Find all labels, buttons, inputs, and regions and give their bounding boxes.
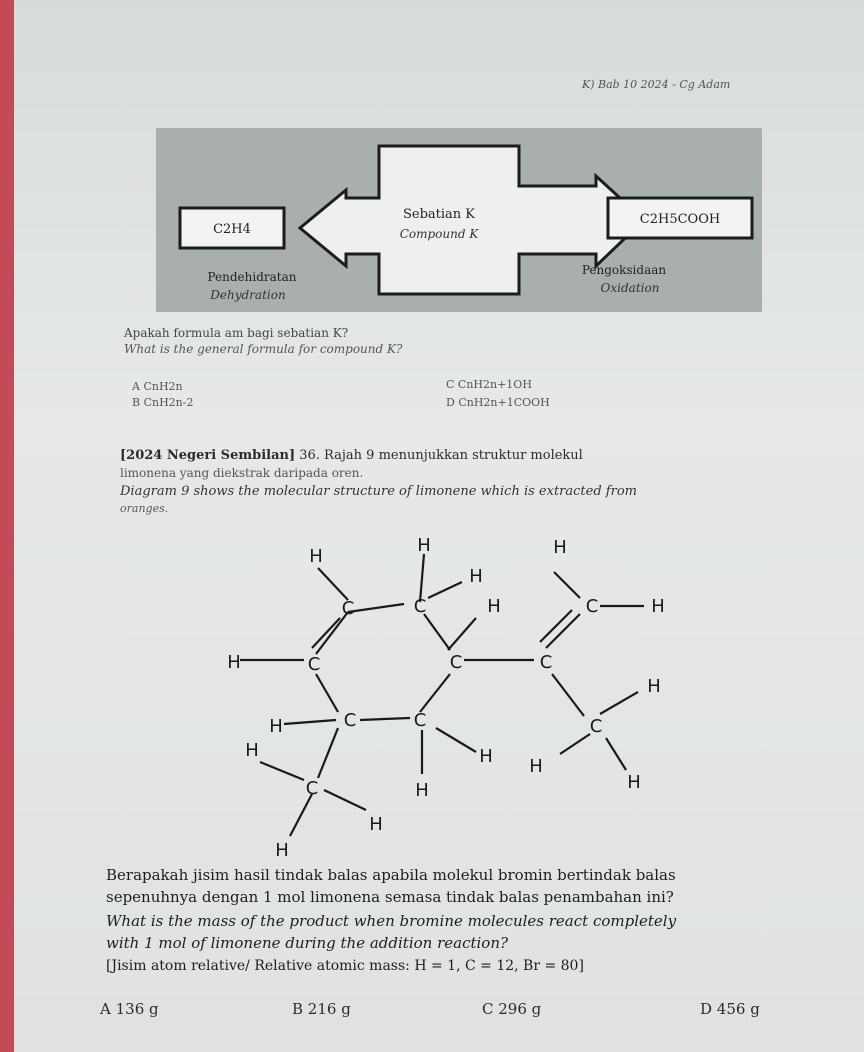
q1-option-d: D CnH2n+1COOH [446,396,550,409]
right-product-label: C2H5COOH [639,212,721,227]
oxidation-en-label: Oxidation [600,281,660,295]
q2-option-a: A 136 g [100,1000,159,1018]
atom-c: C [307,654,321,675]
compound-k-en-label: Compound K [399,227,479,241]
question1-en: What is the general formula for compound K? [124,342,403,356]
source-tag: [2024 Negeri Sembilan] [120,448,296,463]
question2-ms-line2: sepenuhnya dengan 1 mol limonena semasa tindak balas penambahan ini? [106,888,674,906]
atom-h: H [245,740,259,761]
left-product-label: C2H4 [213,222,251,237]
atom-h: H [479,746,493,767]
atom-h: H [651,596,665,617]
atom-c: C [413,710,427,731]
compound-k-label: Sebatian K [402,207,476,222]
atom-h: H [469,566,483,587]
q2-option-c: C 296 g [482,1000,542,1018]
atom-h: H [309,546,323,567]
atom-h: H [647,676,661,697]
atom-c: C [413,596,427,617]
atom-h: H [553,537,567,558]
question2-ms-line1: Berapakah jisim hasil tindak balas apabila molekul bromin bertindak balas [106,866,676,884]
atom-h: H [227,652,241,673]
q36-intro-text: 36. Rajah 9 menunjukkan struktur molekul [299,448,583,463]
atom-h: H [415,780,429,801]
page-header: K) Bab 10 2024 - Cg Adam [582,78,731,91]
atom-c: C [305,778,319,799]
q1-option-b: B CnH2n-2 [132,396,194,409]
q36-intro-en-line2: oranges. [120,502,169,515]
atom-h: H [417,535,431,556]
atom-h: H [269,716,283,737]
atom-c: C [589,716,603,737]
atom-h: H [369,814,383,835]
dehydration-ms-label: Pendehidratan [207,270,297,284]
atom-h: H [529,756,543,777]
oxidation-ms-label: Pengoksidaan [581,263,667,277]
q2-option-d: D 456 g [700,1000,760,1018]
atom-c: C [585,596,599,617]
atom-c: C [343,710,357,731]
question1-ms: Apakah formula am bagi sebatian K? [124,326,349,340]
bond-lines [240,554,644,836]
atom-h: H [275,840,289,861]
atom-c: C [539,652,553,673]
atom-h: H [487,596,501,617]
atom-labels [227,535,665,861]
q1-option-a: A CnH2n [132,380,183,393]
relative-atomic-mass: [Jisim atom relative/ Relative atomic mass: H = 1, C = 12, Br = 80] [106,958,584,974]
question2-en-line2: with 1 mol of limonene during the addition reaction? [106,934,509,952]
q2-option-b: B 216 g [292,1000,351,1018]
dehydration-en-label: Dehydration [210,288,286,302]
q36-intro-line2: limonena yang diekstrak daripada oren. [120,466,364,480]
question2-en-line1: What is the mass of the product when bromine molecules react completely [106,912,677,930]
atom-c: C [341,598,355,619]
q1-option-c: C CnH2n+1OH [446,378,532,391]
atom-c: C [449,652,463,673]
exam-paper [14,0,864,1052]
atom-h: H [627,772,641,793]
q36-intro-en-line1: Diagram 9 shows the molecular structure of limonene which is extracted from [120,484,637,499]
